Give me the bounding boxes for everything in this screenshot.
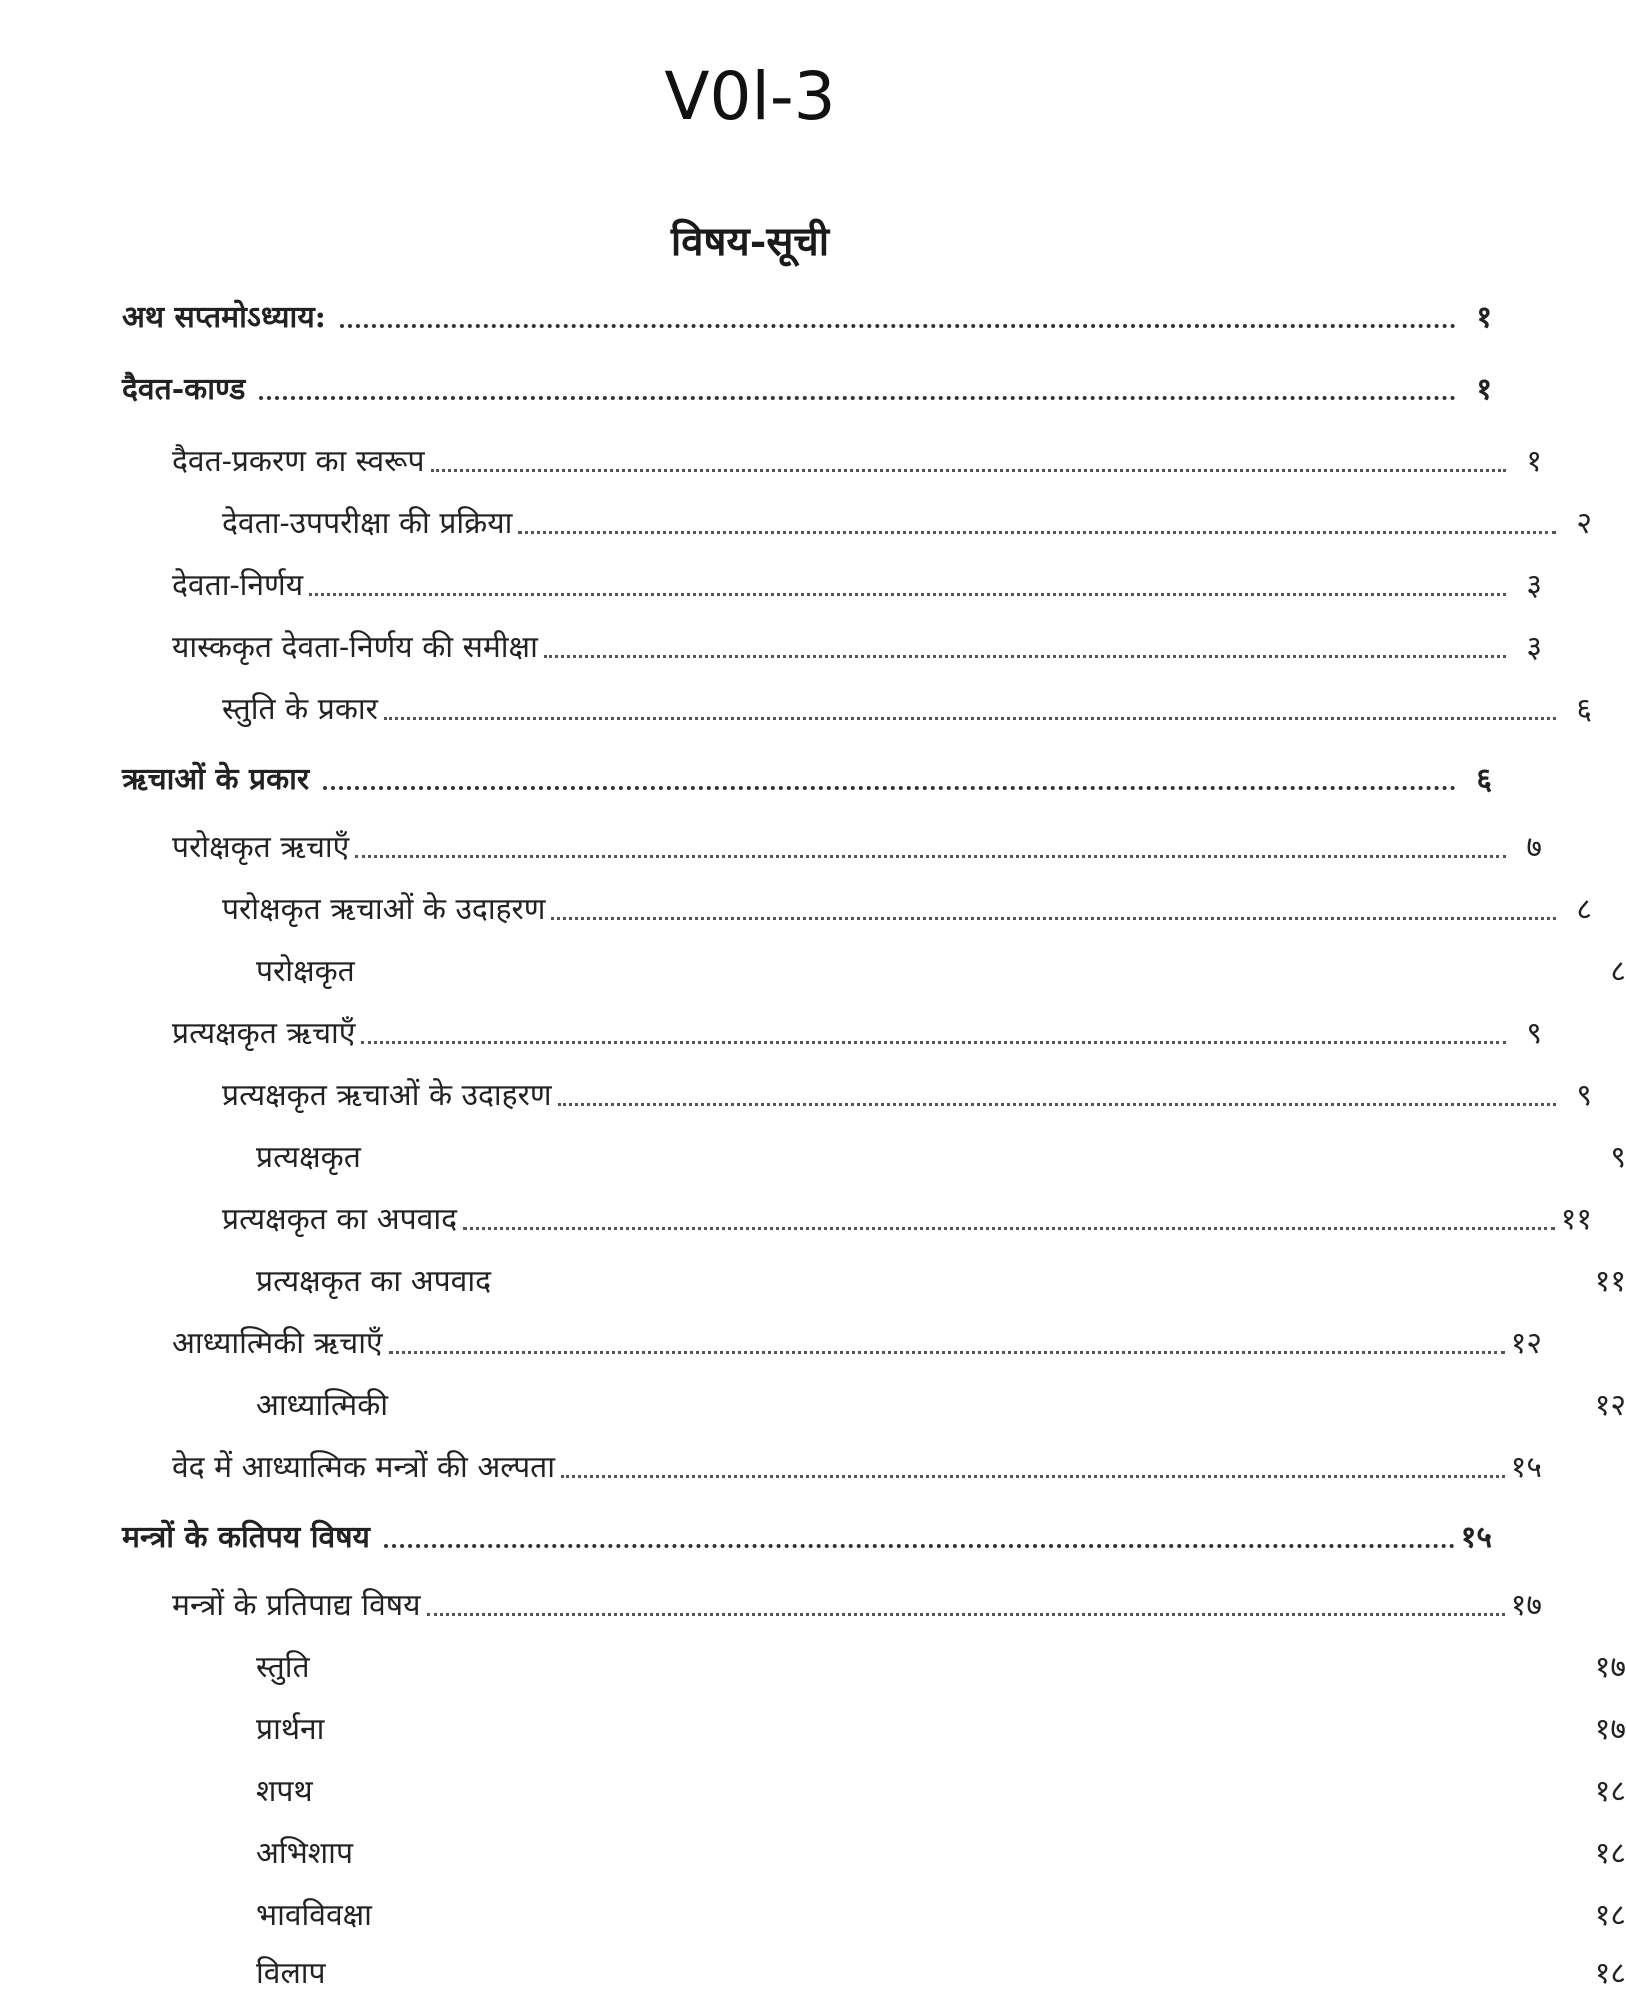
toc-entry (0, 1376, 1626, 1426)
toc-entry (0, 1438, 1542, 1488)
toc-entry (0, 1508, 1492, 1558)
toc-entry-title: मन्त्रों के कतिपय विषय (122, 1520, 370, 1555)
toc-entry-title: स्तुति के प्रकार (222, 692, 378, 727)
toc-entry-title: आध्यात्मिकी ऋचाएँ (172, 1326, 383, 1361)
toc-entry-page: १ (1476, 372, 1492, 407)
toc-entry-page: ९ (1610, 1140, 1626, 1175)
dot-leader (309, 593, 1506, 596)
toc-entry (0, 680, 1592, 730)
toc-entry-title: दैवत-काण्ड (122, 372, 246, 407)
toc-entry (0, 1252, 1626, 1302)
dot-leader (427, 1613, 1505, 1616)
toc-entry-title: भावविवक्षा (256, 1898, 372, 1933)
dot-leader (340, 324, 1456, 328)
toc-entry-title: विलाप (256, 1956, 326, 1991)
toc-entry-title: दैवत-प्रकरण का स्वरूप (172, 444, 425, 479)
toc-entry-page: ९ (1576, 1078, 1592, 1113)
dot-leader (544, 655, 1506, 658)
dot-leader (361, 1041, 1506, 1044)
toc-entry-title: प्रत्यक्षकृत का अपवाद (222, 1202, 458, 1237)
toc-entry-page: ८ (1576, 892, 1592, 927)
toc-entry (0, 1576, 1542, 1626)
toc-entry-page: ६ (1476, 762, 1492, 797)
dot-leader (463, 1227, 1555, 1230)
toc-entry-page: १८ (1594, 1774, 1626, 1809)
toc-entry-title: यास्ककृत देवता-निर्णय की समीक्षा (172, 630, 538, 665)
toc-entry (0, 1886, 1626, 1936)
toc-entry-page: १७ (1594, 1650, 1626, 1685)
toc-entry-page: १७ (1510, 1588, 1542, 1623)
toc-entry-title: प्रत्यक्षकृत का अपवाद (256, 1264, 492, 1299)
toc-entry (0, 432, 1542, 482)
toc-entry-title: प्रार्थना (256, 1712, 325, 1747)
toc-entry (0, 1190, 1592, 1240)
toc-entry-title: परोक्षकृत (256, 954, 355, 989)
volume-label: V0l-3 (664, 58, 836, 135)
toc-entry-title: प्रत्यक्षकृत ऋचाएँ (172, 1016, 356, 1051)
dot-leader (384, 1544, 1455, 1548)
toc-entry (0, 880, 1592, 930)
dot-leader (389, 1351, 1505, 1354)
toc-entry-page: ६ (1576, 692, 1592, 727)
toc-entry (0, 818, 1542, 868)
dot-leader (518, 531, 1556, 534)
toc-entry (0, 618, 1542, 668)
dot-leader (551, 917, 1556, 920)
toc-entry (0, 288, 1492, 338)
toc-entry-page: ८ (1610, 954, 1626, 989)
dot-leader (431, 469, 1507, 472)
toc-entry-page: ७ (1526, 830, 1542, 865)
toc-entry (0, 1314, 1542, 1364)
toc-entry (0, 750, 1492, 800)
toc-entry (0, 1762, 1626, 1812)
toc-entry-page: १८ (1594, 1956, 1626, 1991)
toc-entry-page: १७ (1594, 1712, 1626, 1747)
dot-leader (561, 1475, 1505, 1478)
toc-entry-page: १२ (1510, 1326, 1542, 1361)
toc-entry-page: ११ (1560, 1202, 1592, 1237)
toc-entry-page: ३ (1526, 568, 1542, 603)
toc-entry (0, 942, 1626, 992)
toc-entry-title: ऋचाओं के प्रकार (122, 762, 310, 797)
toc-entry-page: २ (1576, 506, 1592, 541)
toc-entry-title: मन्त्रों के प्रतिपाद्य विषय (172, 1588, 421, 1623)
toc-entry (0, 1638, 1626, 1688)
toc-entry-title: प्रत्यक्षकृत ऋचाओं के उदाहरण (222, 1078, 552, 1113)
toc-entry-page: १५ (1460, 1520, 1492, 1555)
toc-entry (0, 1128, 1626, 1178)
toc-entry-title: अथ सप्तमोऽध्याय: (122, 300, 326, 335)
toc-entry-page: १८ (1594, 1836, 1626, 1871)
toc-entry-title: परोक्षकृत ऋचाओं के उदाहरण (222, 892, 546, 927)
toc-entry (0, 1066, 1592, 1116)
toc-entry-title: देवता-उपपरीक्षा की प्रक्रिया (222, 506, 513, 541)
dot-leader (384, 717, 1556, 720)
toc-entry (0, 556, 1542, 606)
toc-entry (0, 1944, 1626, 1994)
toc-entry-page: १ (1476, 300, 1492, 335)
toc-entry-page: १ (1526, 444, 1542, 479)
toc-entry-title: परोक्षकृत ऋचाएँ (172, 830, 350, 865)
toc-entry-title: आध्यात्मिकी (256, 1388, 389, 1423)
page-title: विषय-सूची (670, 218, 830, 265)
toc-entry-page: १८ (1594, 1898, 1626, 1933)
dot-leader (259, 396, 1456, 400)
toc-entry (0, 360, 1492, 410)
toc-entry-page: १५ (1510, 1450, 1542, 1485)
toc-entry-page: ११ (1594, 1264, 1626, 1299)
toc-entry-title: शपथ (256, 1774, 313, 1809)
dot-leader (323, 786, 1456, 790)
toc-entry-page: ३ (1526, 630, 1542, 665)
toc-entry-title: वेद में आध्यात्मिक मन्त्रों की अल्पता (172, 1450, 556, 1485)
dot-leader (355, 855, 1506, 858)
toc-entry-title: देवता-निर्णय (172, 568, 304, 603)
toc-entry (0, 1004, 1542, 1054)
toc-entry (0, 1824, 1626, 1874)
dot-leader (558, 1103, 1556, 1106)
toc-entry (0, 494, 1592, 544)
toc-entry-page: १२ (1594, 1388, 1626, 1423)
toc-entry-title: प्रत्यक्षकृत (256, 1140, 361, 1175)
toc-entry-page: ९ (1526, 1016, 1542, 1051)
toc-entry-title: स्तुति (256, 1650, 310, 1685)
toc-entry (0, 1700, 1626, 1750)
toc-entry-title: अभिशाप (256, 1836, 353, 1871)
